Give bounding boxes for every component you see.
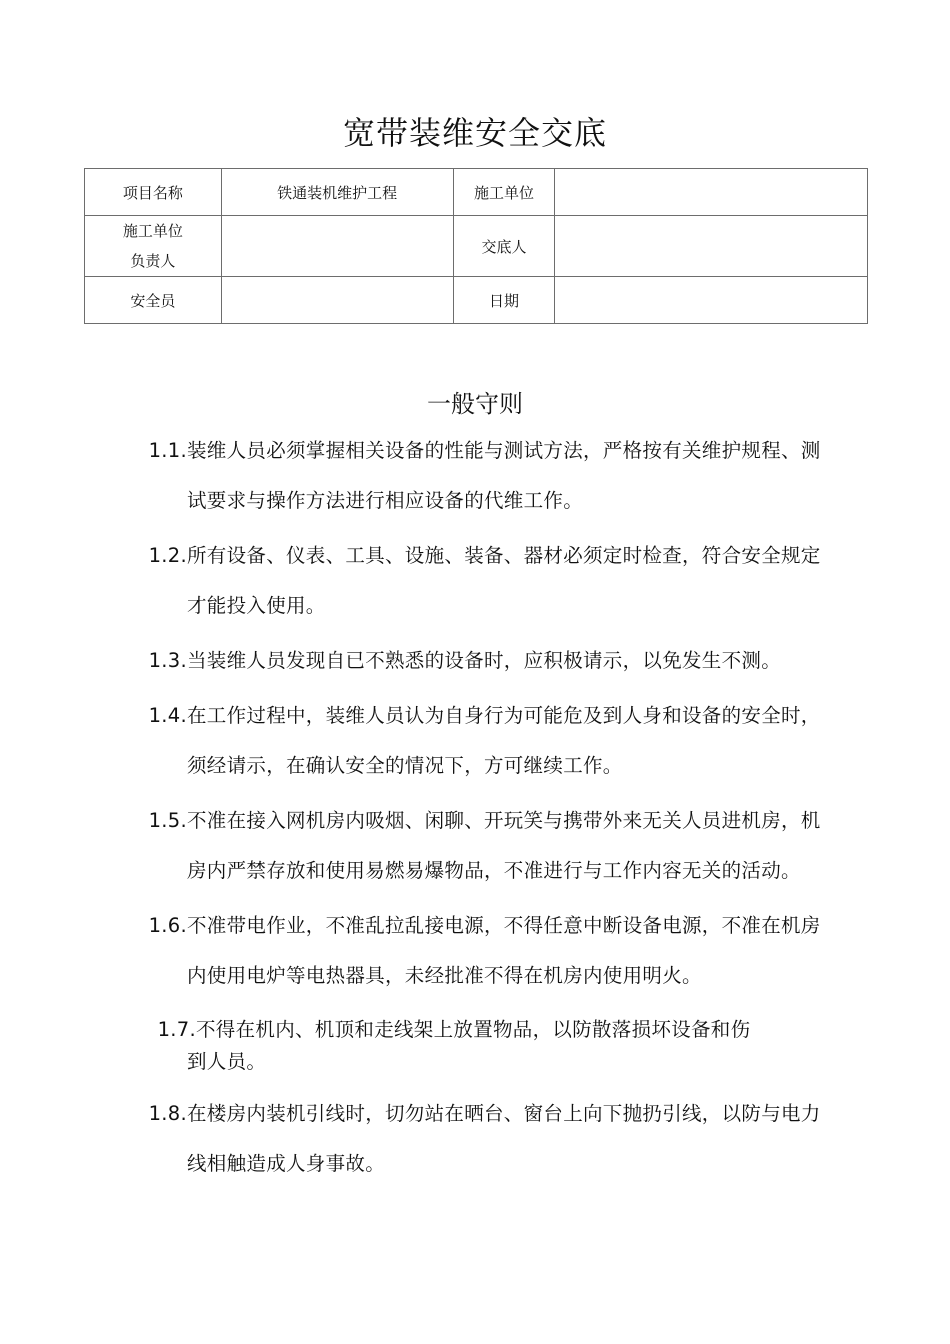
rule-text-line1: 不得在机内、机顶和走线架上放置物品，以防散落损坏设备和伤: [196, 1018, 751, 1041]
table-row: [85, 216, 868, 277]
date-value: [555, 277, 868, 324]
rule-number: 1.4.: [148, 704, 187, 727]
safety-officer-value: [221, 277, 453, 324]
rule-number: 1.8.: [148, 1102, 187, 1125]
rule-text-line2: 房内严禁存放和使用易燃易爆物品，不准进行与工作内容无关的活动。: [187, 859, 801, 882]
rule-text-line2: 试要求与操作方法进行相应设备的代维工作。: [187, 489, 584, 512]
rule-item: [148, 796, 821, 896]
rule-number: 1.3.: [148, 649, 187, 672]
unit-leader-value: [221, 216, 453, 277]
rule-number: 1.6.: [148, 914, 187, 937]
rule-text-line2: 内使用电炉等电热器具，未经批准不得在机房内使用明火。: [187, 964, 702, 987]
project-name-label: 项目名称: [85, 169, 222, 216]
unit-leader-label-line2: 负责人: [130, 252, 176, 270]
document-title: 宽带装维安全交底: [342, 114, 607, 152]
rule-text-line2: 才能投入使用。: [187, 594, 326, 617]
rule-text-line1: 在工作过程中，装维人员认为自身行为可能危及到人身和设备的安全时，: [187, 704, 821, 727]
rule-text-line1: 所有设备、仪表、工具、设施、装备、器材必须定时检查，符合安全规定: [187, 544, 821, 567]
construction-unit-value: [555, 169, 868, 216]
rule-text-line1: 不准带电作业，不准乱拉乱接电源，不得任意中断设备电源，不准在机房: [187, 914, 821, 937]
project-info-table: [84, 168, 868, 324]
rule-item: [148, 531, 821, 631]
discloser-label: 交底人: [453, 216, 555, 277]
rule-item: [157, 1014, 751, 1078]
project-name-value: 铁通装机维护工程: [221, 169, 453, 216]
table-row: [85, 169, 868, 216]
discloser-value: [555, 216, 868, 277]
rule-number: 1.2.: [148, 544, 187, 567]
unit-leader-label-line1: 施工单位: [122, 222, 183, 240]
rule-text-line2: 到人员。: [187, 1050, 267, 1073]
rule-item: [148, 901, 821, 1001]
rule-item: [148, 636, 782, 686]
safety-officer-label: 安全员: [85, 277, 222, 324]
rule-item: [148, 1089, 821, 1189]
rule-item: [148, 691, 821, 791]
table-row: [85, 277, 868, 324]
construction-unit-label: 施工单位: [453, 169, 555, 216]
rule-text-line1: 当装维人员发现自已不熟悉的设备时，应积极请示，以免发生不测。: [187, 649, 782, 672]
rule-text-line1: 装维人员必须掌握相关设备的性能与测试方法，严格按有关维护规程、测: [187, 439, 821, 462]
section-title: 一般守则: [427, 390, 523, 418]
rule-text-line2: 线相触造成人身事故。: [187, 1152, 386, 1175]
unit-leader-label: [85, 216, 222, 277]
rule-number: 1.7.: [157, 1018, 196, 1041]
rule-item: [148, 426, 821, 526]
rule-text-line1: 在楼房内装机引线时，切勿站在晒台、窗台上向下抛扔引线，以防与电力: [187, 1102, 821, 1125]
rule-number: 1.1.: [148, 439, 187, 462]
rule-text-line2: 须经请示，在确认安全的情况下，方可继续工作。: [187, 754, 623, 777]
rule-text-line1: 不准在接入网机房内吸烟、闲聊、开玩笑与携带外来无关人员进机房，机: [187, 809, 821, 832]
rule-number: 1.5.: [148, 809, 187, 832]
date-label: 日期: [453, 277, 555, 324]
